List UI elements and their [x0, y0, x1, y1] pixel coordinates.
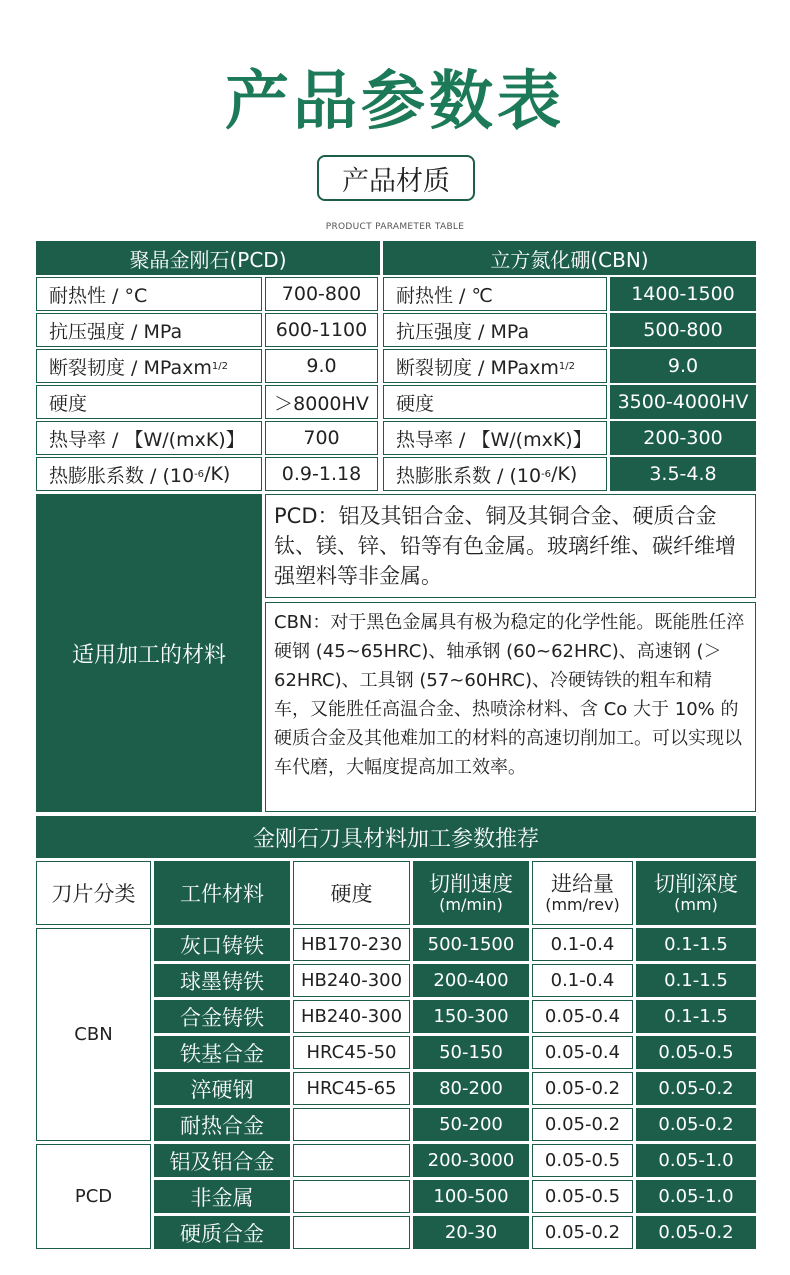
pcd-prop-label: 抗压强度 / MPa: [36, 313, 262, 347]
header-hardness: 硬度: [293, 861, 410, 925]
feed-cell: 0.05-0.5: [532, 1180, 633, 1213]
hardness-cell: [293, 1180, 410, 1213]
speed-cell: 100-500: [413, 1180, 529, 1213]
header-category: 刀片分类: [36, 861, 151, 925]
hardness-cell: HB240-300: [293, 964, 410, 997]
speed-cell: 150-300: [413, 1000, 529, 1033]
group-pcd: PCD: [36, 1144, 151, 1249]
page-title: 产品参数表: [225, 65, 565, 139]
header-feed: 进给量 (mm/rev): [532, 861, 633, 925]
cbn-prop-label: 硬度: [383, 385, 607, 419]
group-cbn: CBN: [36, 928, 151, 1141]
pcd-prop-label: 断裂韧度 / MPaxm 1/2: [36, 349, 262, 383]
header-depth: 切削深度 (mm): [636, 861, 756, 925]
pcd-prop-label: 热导率 / 【W/(mxK)】: [36, 421, 262, 455]
workpiece-cell: 非金属: [154, 1180, 290, 1213]
workpiece-cell: 灰口铸铁: [154, 928, 290, 961]
feed-cell: 0.05-0.2: [532, 1108, 633, 1141]
cbn-header: 立方氮化硼(CBN): [383, 241, 756, 275]
hardness-cell: [293, 1144, 410, 1177]
depth-cell: 0.05-1.0: [636, 1180, 756, 1213]
speed-cell: 500-1500: [413, 928, 529, 961]
workpiece-cell: 球墨铸铁: [154, 964, 290, 997]
cbn-prop-label: 断裂韧度 / MPaxm 1/2: [383, 349, 607, 383]
feed-cell: 0.05-0.4: [532, 1000, 633, 1033]
feed-cell: 0.05-0.4: [532, 1036, 633, 1069]
header-speed: 切削速度 (m/min): [413, 861, 529, 925]
cbn-prop-value: 200-300: [610, 421, 756, 455]
workpiece-cell: 合金铸铁: [154, 1000, 290, 1033]
pcd-prop-value: 0.9-1.18: [265, 457, 378, 491]
depth-cell: 0.1-1.5: [636, 928, 756, 961]
depth-cell: 0.05-0.2: [636, 1072, 756, 1105]
cbn-prop-label: 抗压强度 / MPa: [383, 313, 607, 347]
cbn-prop-value: 1400-1500: [610, 277, 756, 311]
depth-cell: 0.05-0.2: [636, 1216, 756, 1249]
pcd-prop-value: 600-1100: [265, 313, 378, 347]
applicable-materials-label: 适用加工的材料: [36, 494, 262, 812]
cbn-prop-label: 耐热性 / ℃: [383, 277, 607, 311]
workpiece-cell: 铁基合金: [154, 1036, 290, 1069]
section-subtitle: 产品材质: [317, 155, 475, 201]
feed-cell: 0.05-0.5: [532, 1144, 633, 1177]
hardness-cell: [293, 1108, 410, 1141]
cbn-prop-label: 热膨胀系数 / (10 -6 /K): [383, 457, 607, 491]
pcd-prop-label: 硬度: [36, 385, 262, 419]
cbn-applicable-text: CBN：对于黑色金属具有极为稳定的化学性能。既能胜任淬硬钢 (45~65HRC)、轴承钢 (60~62HRC)、高速钢 (＞62HRC)、工具钢 (57~60HRC)、冷硬铸铁的粗车和精车，又能胜任高温合金、热喷涂材料、含 Co 大于 10% 的硬质合金及其他难加工的材料的高速切削加工。可以实现以车代磨，大幅度提高加工效率。: [265, 602, 756, 812]
pcd-header: 聚晶金刚石(PCD): [36, 241, 380, 275]
pcd-prop-label: 热膨胀系数 / (10 -6 /K): [36, 457, 262, 491]
section-caption: PRODUCT PARAMETER TABLE: [325, 222, 465, 232]
speed-cell: 200-400: [413, 964, 529, 997]
hardness-cell: HB240-300: [293, 1000, 410, 1033]
cbn-prop-value: 3500-4000HV: [610, 385, 756, 419]
workpiece-cell: 铝及铝合金: [154, 1144, 290, 1177]
speed-cell: 80-200: [413, 1072, 529, 1105]
pcd-prop-label: 耐热性 / °C: [36, 277, 262, 311]
speed-cell: 200-3000: [413, 1144, 529, 1177]
feed-cell: 0.05-0.2: [532, 1216, 633, 1249]
depth-cell: 0.1-1.5: [636, 1000, 756, 1033]
feed-cell: 0.05-0.2: [532, 1072, 633, 1105]
workpiece-cell: 硬质合金: [154, 1216, 290, 1249]
cbn-prop-value: 9.0: [610, 349, 756, 383]
hardness-cell: HRC45-65: [293, 1072, 410, 1105]
feed-cell: 0.1-0.4: [532, 964, 633, 997]
cbn-prop-value: 500-800: [610, 313, 756, 347]
depth-cell: 0.05-0.2: [636, 1108, 756, 1141]
pcd-prop-value: ＞8000HV: [265, 385, 378, 419]
cbn-prop-label: 热导率 / 【W/(mxK)】: [383, 421, 607, 455]
pcd-prop-value: 9.0: [265, 349, 378, 383]
depth-cell: 0.1-1.5: [636, 964, 756, 997]
workpiece-cell: 耐热合金: [154, 1108, 290, 1141]
hardness-cell: HB170-230: [293, 928, 410, 961]
hardness-cell: [293, 1216, 410, 1249]
speed-cell: 50-200: [413, 1108, 529, 1141]
hardness-cell: HRC45-50: [293, 1036, 410, 1069]
pcd-prop-value: 700: [265, 421, 378, 455]
header-workpiece: 工件材料: [154, 861, 290, 925]
pcd-prop-value: 700-800: [265, 277, 378, 311]
cbn-prop-value: 3.5-4.8: [610, 457, 756, 491]
depth-cell: 0.05-1.0: [636, 1144, 756, 1177]
workpiece-cell: 淬硬钢: [154, 1072, 290, 1105]
pcd-applicable-text: PCD：铝及其铝合金、铜及其铜合金、硬质合金钛、镁、锌、铅等有色金属。玻璃纤维、碳纤维增强塑料等非金属。: [265, 494, 756, 598]
speed-cell: 50-150: [413, 1036, 529, 1069]
params-table-title: 金刚石刀具材料加工参数推荐: [36, 816, 756, 858]
feed-cell: 0.1-0.4: [532, 928, 633, 961]
depth-cell: 0.05-0.5: [636, 1036, 756, 1069]
speed-cell: 20-30: [413, 1216, 529, 1249]
